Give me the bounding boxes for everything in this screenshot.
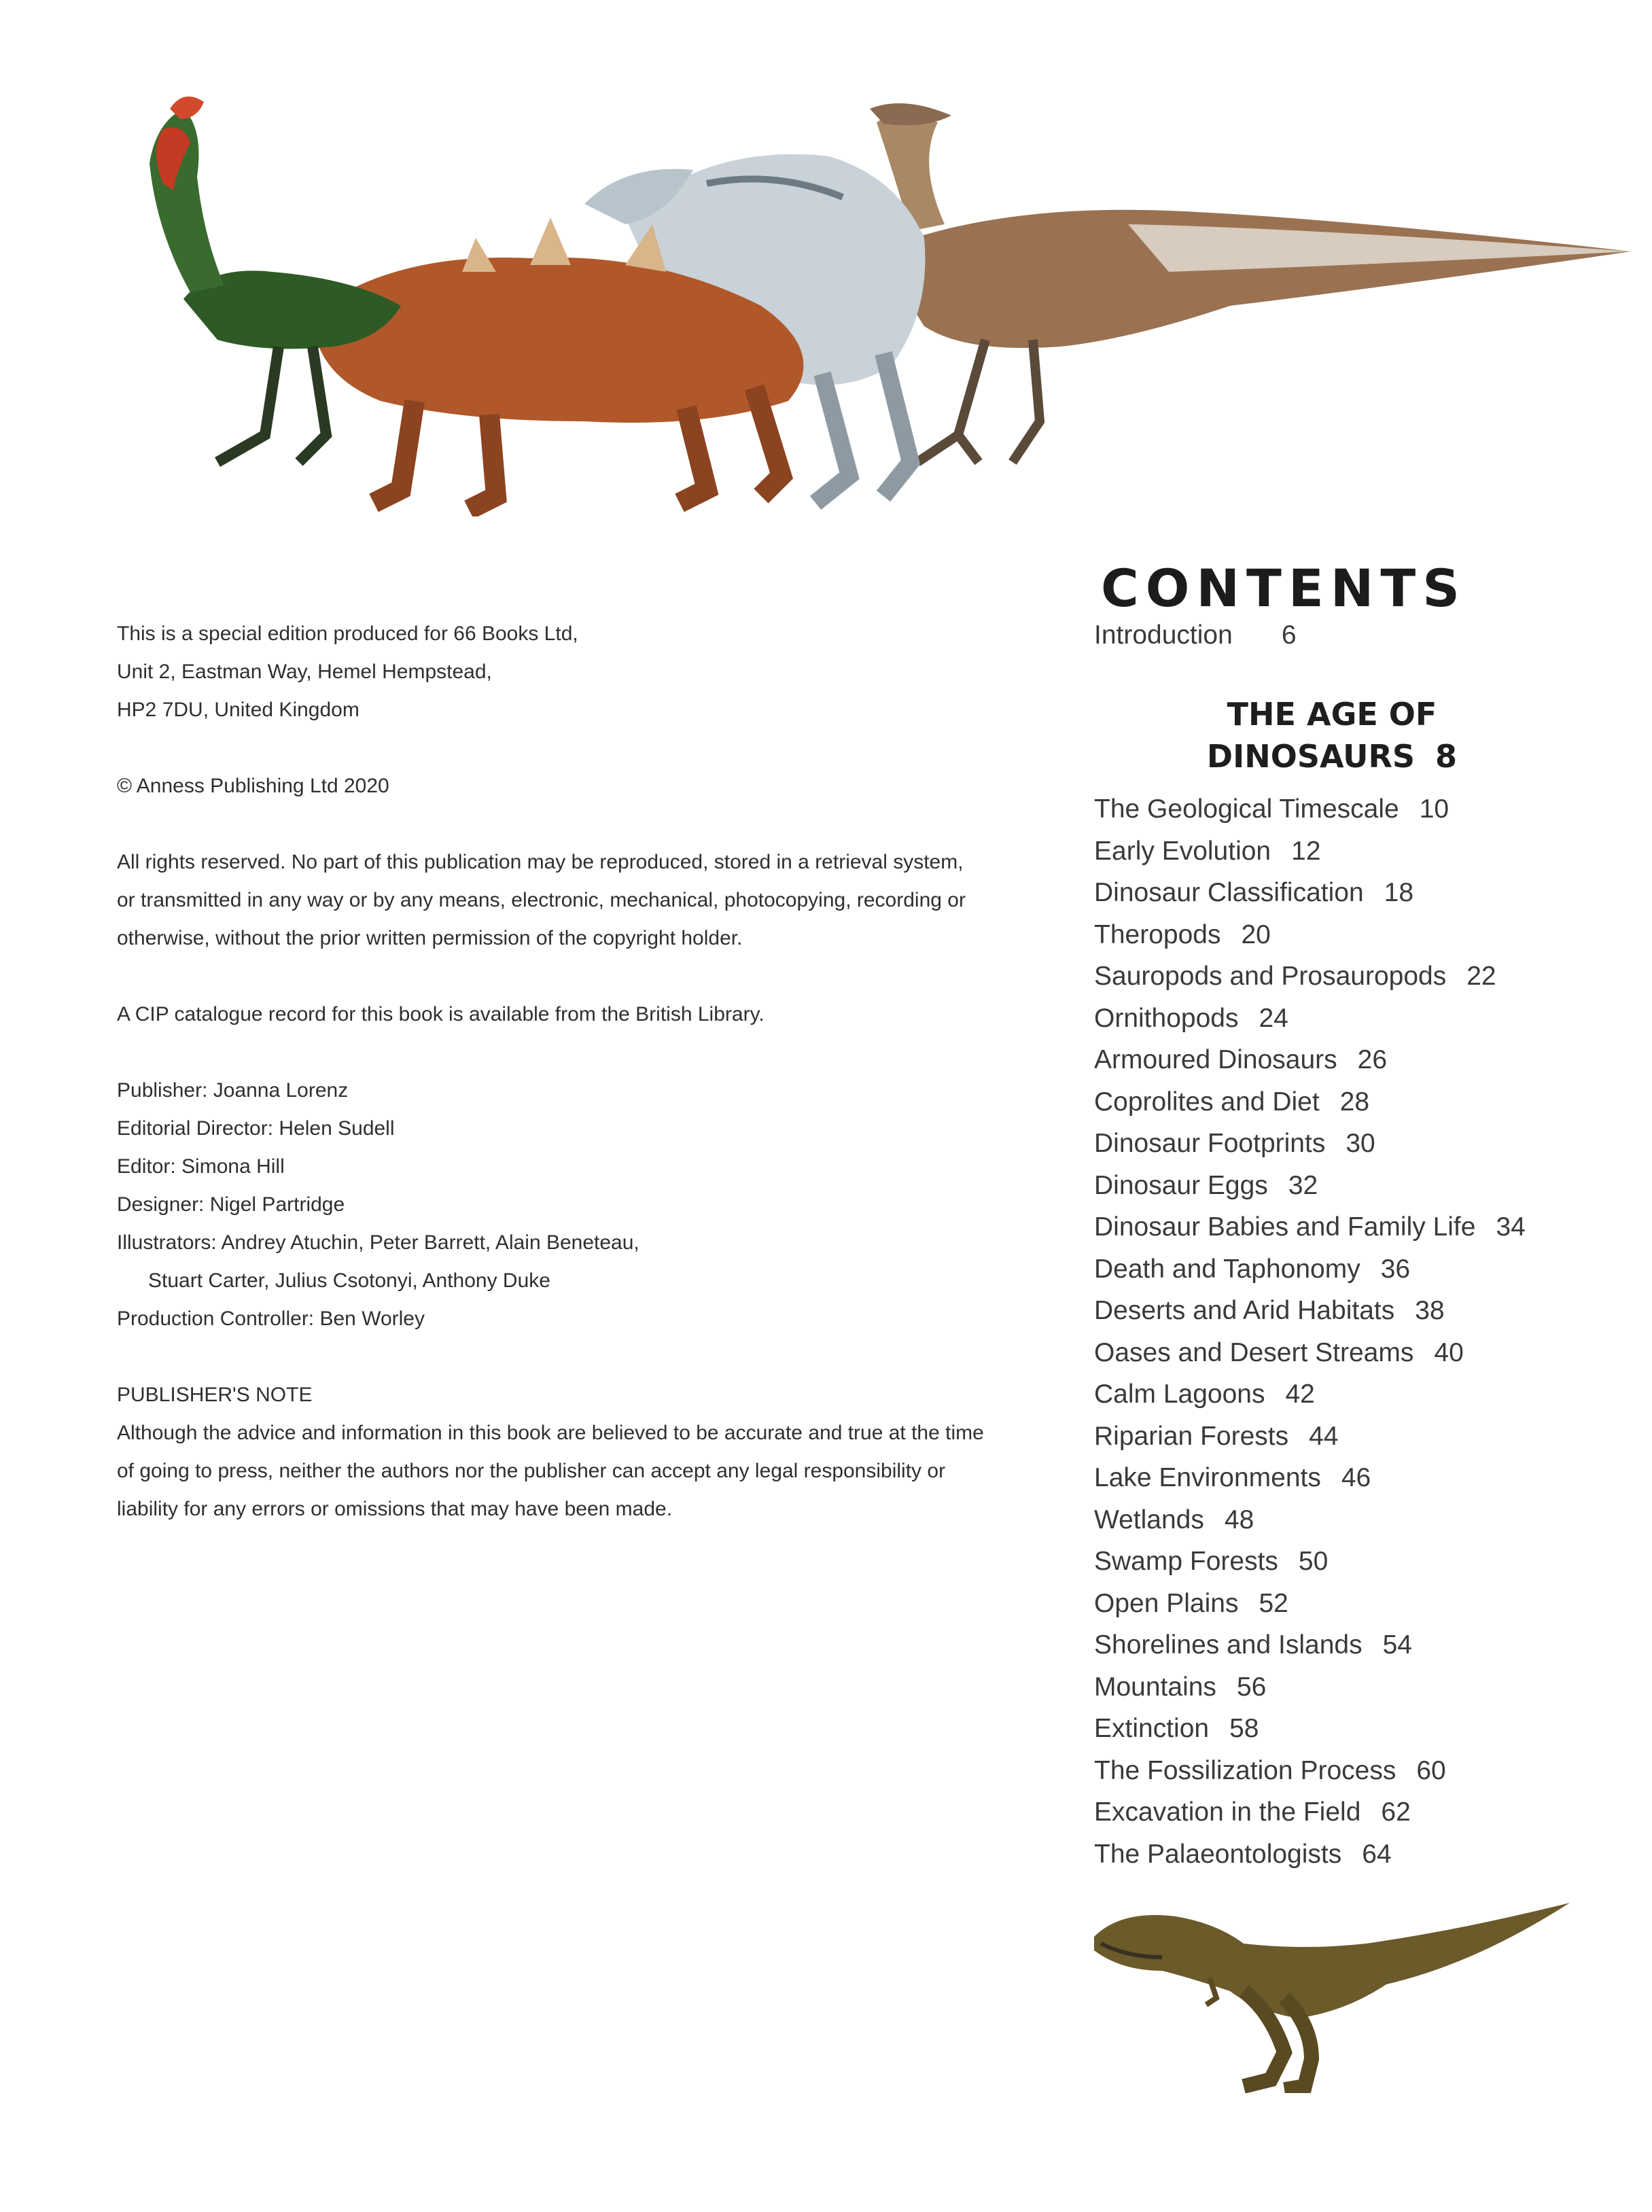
toc-entry-title: Ornithopods: [1094, 1003, 1239, 1033]
toc-entry-title: Introduction: [1094, 620, 1233, 650]
toc-entry-page: 24: [1259, 1003, 1288, 1033]
toc-list: [1094, 788, 1611, 1875]
toc-entry-page: 50: [1298, 1547, 1329, 1576]
toc-entry[interactable]: [1094, 1499, 1611, 1541]
credit-line: Production Controller: Ben Worley: [117, 1307, 425, 1330]
toc-entry[interactable]: [1094, 914, 1611, 956]
address-line: Unit 2, Eastman Way, Hemel Hempstead,: [117, 661, 492, 683]
toc-entry-page: 26: [1357, 1045, 1388, 1074]
toc-entry[interactable]: [1094, 1750, 1611, 1792]
copyright-line: © Anness Publishing Ltd 2020: [117, 775, 389, 797]
toc-entry-page: 20: [1241, 919, 1271, 949]
toc-entry[interactable]: [1094, 1791, 1611, 1833]
toc-entry[interactable]: [1094, 955, 1611, 998]
toc-entry[interactable]: [1094, 1206, 1611, 1248]
toc-entry-page: 62: [1381, 1797, 1411, 1827]
section-page: 8: [1435, 738, 1458, 775]
edition-line: This is a special edition produced for 66 Books Ltd,: [117, 622, 578, 645]
credit-line: Editorial Director: Helen Sudell: [117, 1117, 395, 1140]
toc-entry-title: Riparian Forests: [1094, 1421, 1289, 1451]
toc-entry-page: 52: [1259, 1588, 1288, 1618]
toc-entry[interactable]: [1094, 1457, 1611, 1499]
toc-entry[interactable]: [1094, 1248, 1611, 1291]
toc-entry[interactable]: [1094, 1416, 1611, 1458]
toc-entry-title: The Fossilization Process: [1094, 1755, 1396, 1785]
postcode-line: HP2 7DU, United Kingdom: [117, 699, 359, 721]
toc-entry[interactable]: [1094, 1373, 1611, 1416]
credit-line: Publisher: Joanna Lorenz: [117, 1079, 349, 1102]
toc-entry[interactable]: [1094, 1165, 1611, 1207]
note-line: Although the advice and information in this book are believed to be accurate and true at the time: [117, 1422, 984, 1444]
toc-entry-title: Deserts and Arid Habitats: [1094, 1296, 1395, 1325]
toc-entry-title: Dinosaur Classification: [1094, 878, 1364, 907]
toc-entry[interactable]: [1094, 1123, 1611, 1165]
toc-entry[interactable]: [1094, 1081, 1611, 1123]
toc-entry-title: Dinosaur Eggs: [1094, 1170, 1268, 1200]
toc-entry-page: 44: [1309, 1421, 1339, 1451]
toc-entry-page: 22: [1466, 962, 1496, 991]
rights-line: otherwise, without the prior written permission of the copyright holder.: [117, 927, 743, 949]
toc-entry-title: Swamp Forests: [1094, 1547, 1278, 1576]
toc-entry-page: 12: [1291, 836, 1321, 866]
toc-entry-page: 64: [1362, 1839, 1392, 1869]
toc-entry-title: Open Plains: [1094, 1588, 1239, 1618]
contents-title: CONTENTS: [1101, 557, 1466, 618]
toc-entry-title: Armoured Dinosaurs: [1094, 1045, 1337, 1074]
section-heading-line: THE AGE OF: [1227, 696, 1437, 733]
toc-entry[interactable]: [1094, 998, 1611, 1040]
toc-entry[interactable]: [1094, 1583, 1611, 1625]
toc-entry-title: Sauropods and Prosauropods: [1094, 962, 1447, 991]
cip-line: A CIP catalogue record for this book is available from the British Library.: [117, 1003, 765, 1025]
toc-entry-page: 42: [1285, 1380, 1315, 1409]
toc-entry-page: 40: [1434, 1337, 1464, 1367]
toc-entry-page: 34: [1496, 1212, 1526, 1242]
toc-entry-title: Lake Environments: [1094, 1463, 1321, 1492]
toc-entry-page: 38: [1415, 1296, 1445, 1325]
toc-entry[interactable]: [1094, 830, 1611, 873]
toc-entry-page: 60: [1416, 1755, 1446, 1785]
section-heading: [1094, 693, 1570, 777]
tyrannosaurus-illustration: [1080, 1876, 1570, 2093]
toc-entry[interactable]: [1094, 1833, 1611, 1876]
toc-entry-title: Coprolites and Diet: [1094, 1087, 1320, 1117]
publishers-note-heading: PUBLISHER'S NOTE: [117, 1384, 313, 1406]
toc-entry-page: 46: [1341, 1463, 1371, 1492]
credit-line: Editor: Simona Hill: [117, 1155, 285, 1178]
rights-line: or transmitted in any way or by any means, electronic, mechanical, photocopying, recording or: [117, 889, 966, 911]
toc-entry-page: 36: [1380, 1254, 1411, 1284]
credit-line: Illustrators: Andrey Atuchin, Peter Barrett, Alain Beneteau,: [117, 1231, 639, 1254]
dinosaur-parade-illustration: [109, 82, 1645, 516]
feathered-raptor-illustration: [870, 103, 1631, 462]
toc-entry-title: Calm Lagoons: [1094, 1380, 1265, 1409]
toc-entry[interactable]: [1094, 1332, 1611, 1374]
toc-entry-title: Dinosaur Footprints: [1094, 1129, 1326, 1158]
toc-entry[interactable]: [1094, 1039, 1611, 1081]
toc-entry-title: The Palaeontologists: [1094, 1839, 1342, 1869]
toc-entry-title: The Geological Timescale: [1094, 794, 1399, 824]
toc-entry-introduction[interactable]: [1094, 615, 1570, 656]
toc-entry-title: Extinction: [1094, 1714, 1210, 1743]
toc-entry-page: 32: [1288, 1170, 1318, 1200]
credit-line: Stuart Carter, Julius Csotonyi, Anthony Duke: [148, 1269, 550, 1292]
note-line: liability for any errors or omissions that may have been made.: [117, 1498, 673, 1520]
toc-entry-title: Theropods: [1094, 919, 1221, 949]
toc-entry[interactable]: [1094, 788, 1611, 830]
toc-entry[interactable]: [1094, 1666, 1611, 1708]
toc-entry-title: Death and Taphonomy: [1094, 1254, 1360, 1284]
section-heading-line: DINOSAURS: [1206, 738, 1416, 775]
toc-entry[interactable]: [1094, 1708, 1611, 1750]
crested-theropod-illustration: [150, 96, 401, 462]
toc-entry-page: 18: [1384, 878, 1414, 907]
toc-entry-page: 54: [1382, 1630, 1412, 1660]
toc-entry-page: 6: [1281, 620, 1297, 650]
toc-entry-page: 58: [1229, 1714, 1259, 1743]
toc-entry-page: 28: [1339, 1087, 1370, 1117]
toc-entry-title: Shorelines and Islands: [1094, 1630, 1363, 1660]
toc-entry-page: 10: [1419, 794, 1449, 824]
toc-entry-page: 30: [1346, 1129, 1375, 1158]
toc-entry[interactable]: [1094, 1624, 1611, 1666]
toc-entry-page: 48: [1224, 1505, 1254, 1534]
toc-entry-title: Dinosaur Babies and Family Life: [1094, 1212, 1476, 1242]
credit-line: Designer: Nigel Partridge: [117, 1193, 345, 1216]
rights-line: All rights reserved. No part of this publication may be reproduced, stored in a retrieval system,: [117, 851, 964, 873]
toc-entry[interactable]: [1094, 1290, 1611, 1332]
note-line: of going to press, neither the authors nor the publisher can accept any legal responsibility or: [117, 1460, 946, 1482]
toc-entry[interactable]: [1094, 1541, 1611, 1583]
toc-entry[interactable]: [1094, 872, 1611, 914]
toc-entry-title: Mountains: [1094, 1672, 1216, 1702]
copyright-block: [117, 615, 1082, 1528]
toc-entry-title: Early Evolution: [1094, 836, 1271, 866]
toc-entry-title: Oases and Desert Streams: [1094, 1337, 1414, 1367]
toc-entry-title: Wetlands: [1094, 1505, 1204, 1534]
toc-entry-title: Excavation in the Field: [1094, 1797, 1361, 1827]
toc-entry-page: 56: [1236, 1672, 1267, 1702]
